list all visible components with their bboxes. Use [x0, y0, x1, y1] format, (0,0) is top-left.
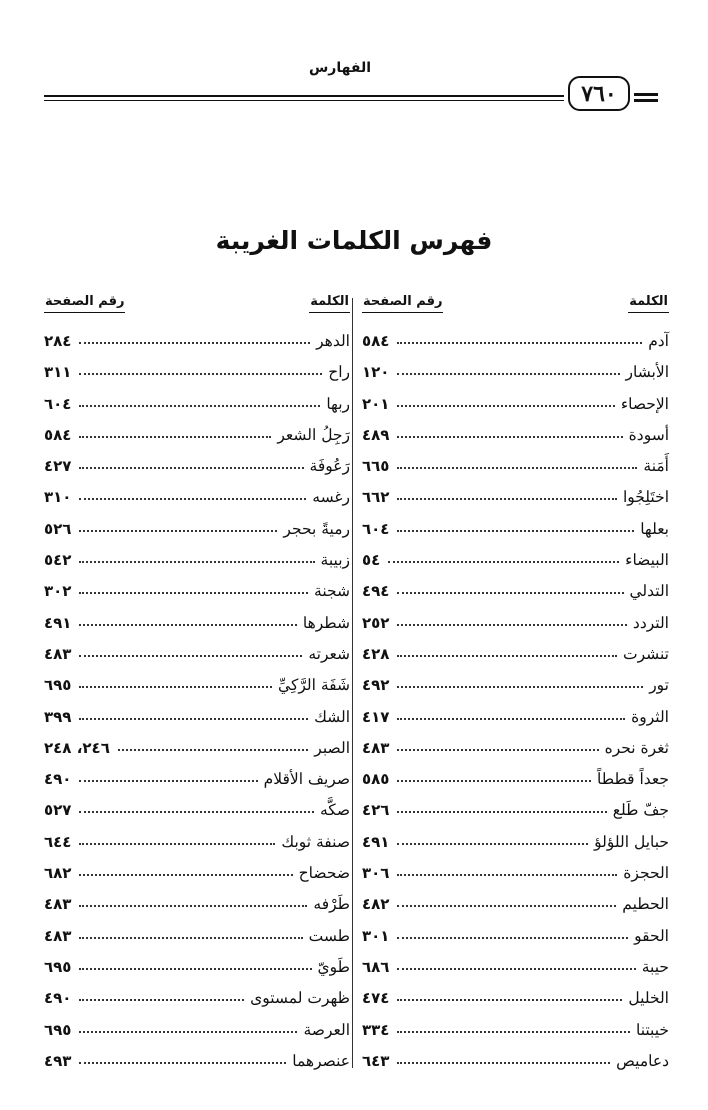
entry-word: الخليل [628, 989, 669, 1008]
entry-word: شَفَة الرَّكِيِّ [278, 676, 350, 695]
entry-page-number: ٢٨٤ [44, 332, 72, 350]
entry-page-number: ٦٩٥ [44, 1020, 72, 1039]
entry-page-number: ٦٠٤ [44, 394, 72, 413]
index-column-right [362, 292, 669, 1075]
dot-leader [397, 823, 588, 845]
dot-leader [397, 698, 625, 720]
entry-word: التردد [632, 613, 669, 632]
dot-leader [79, 979, 244, 1001]
dot-leader [397, 791, 606, 813]
entry-word: طَويّ [317, 957, 350, 976]
dot-leader [397, 353, 619, 375]
index-entry [362, 668, 669, 699]
entry-page-number: ٤٨٢ [362, 895, 390, 914]
entry-word: التدلي [629, 582, 669, 601]
index-entry [44, 825, 350, 856]
entry-page-number: ٤٢٨ [362, 644, 390, 663]
entry-word: العرصة [303, 1020, 350, 1039]
page-column-header: رقم الصفحة [44, 292, 125, 313]
entry-page-number: ٥٤ [362, 551, 381, 570]
index-entry [44, 731, 350, 762]
dot-leader [79, 698, 308, 720]
dot-leader [79, 948, 311, 970]
index-entry [362, 387, 669, 418]
dot-leader [79, 635, 302, 657]
dot-leader [79, 572, 308, 594]
entry-page-number: ١٢٠ [362, 363, 390, 382]
index-entry [362, 543, 669, 574]
index-entry [44, 637, 350, 668]
index-entry [44, 668, 350, 699]
entry-page-number: ٦٨٦ [362, 957, 390, 976]
entry-page-number: ٣٣٤ [362, 1020, 390, 1039]
index-entry [362, 950, 669, 981]
dot-leader [79, 1042, 286, 1064]
entry-page-number: ٥٨٥ [362, 770, 390, 789]
index-entry [362, 574, 669, 605]
dot-leader [79, 604, 296, 626]
dot-leader [79, 322, 310, 344]
dot-leader [79, 353, 322, 375]
entry-word: الحجزة [623, 864, 669, 883]
entry-page-number: ٢٠١ [362, 394, 390, 413]
entry-word: الأبشار [625, 363, 669, 382]
index-entry [362, 700, 669, 731]
word-column-header: الكلمة [628, 292, 669, 313]
entry-word: اختَلِجُوا [622, 488, 669, 507]
entry-word: رميةً بحجر [283, 519, 350, 538]
entry-page-number: ٦٠٤ [362, 519, 390, 538]
entry-word: جفّ طَلع [612, 801, 669, 820]
entry-word: شجنة [314, 582, 350, 601]
entry-page-number: ٤٨٣ [362, 738, 390, 757]
index-entry [362, 1044, 669, 1075]
column-header [44, 292, 350, 324]
index-entry [44, 700, 350, 731]
index-entry [362, 512, 669, 543]
page-number: ٧٦٠ [568, 76, 630, 111]
entry-page-number: ٤٨٣ [44, 644, 72, 663]
entry-page-number: ٣١٠ [44, 488, 72, 507]
index-entry [362, 981, 669, 1012]
index-entry [362, 1013, 669, 1044]
entry-page-number: ٤٨٣ [44, 895, 72, 914]
entry-word: ضحضاح [298, 864, 350, 883]
dot-leader [79, 791, 314, 813]
index-entry [362, 355, 669, 386]
entry-page-number: ٣٩٩ [44, 707, 72, 726]
dot-leader [397, 979, 622, 1001]
entry-word: الصبر [314, 738, 350, 757]
entry-page-number: ٥٨٤ [44, 425, 72, 444]
entry-word: تور [649, 676, 669, 695]
dot-leader [397, 854, 617, 876]
entry-page-number: ٦٦٥ [362, 457, 390, 476]
entry-word: رغسه [312, 488, 350, 507]
dot-leader [397, 510, 634, 532]
dot-leader [79, 1011, 297, 1033]
dot-leader [79, 885, 307, 907]
entry-word: شعرته [308, 644, 350, 663]
dot-leader [397, 478, 617, 500]
page-header [0, 0, 708, 110]
entry-page-number: ٥٨٤ [362, 332, 390, 350]
entry-page-number: ٢٤٦، ٢٤٨ [44, 738, 110, 757]
entry-page-number: ٥٢٧ [44, 801, 72, 820]
dot-leader [79, 666, 272, 688]
dot-leader [79, 510, 277, 532]
running-title: الفهارس [308, 60, 371, 76]
entry-page-number: ٦٤٣ [362, 1051, 390, 1070]
column-divider [352, 298, 353, 1068]
entry-word: الثروة [631, 707, 669, 726]
entry-word: رَعُوفَة [309, 457, 350, 476]
entry-word: صكَّه [319, 801, 350, 820]
dot-leader [79, 854, 292, 876]
index-entry [44, 1044, 350, 1075]
index-entry [44, 387, 350, 418]
dot-leader [79, 541, 314, 563]
entry-word: الحقو [634, 926, 669, 945]
entry-page-number: ٦٤٤ [44, 832, 72, 851]
dot-leader [397, 1011, 630, 1033]
entry-word: الشك [314, 707, 350, 726]
word-column-header: الكلمة [309, 292, 350, 313]
index-entry [362, 731, 669, 762]
index-entry [362, 418, 669, 449]
dot-leader [397, 572, 623, 594]
entry-page-number: ٤٨٣ [44, 926, 72, 945]
entry-word: ثغرة نحره [604, 738, 669, 757]
entry-word: تنشرت [623, 644, 669, 663]
entry-page-number: ٤١٧ [362, 707, 390, 726]
index-entry [362, 856, 669, 887]
entry-page-number: ٥٢٦ [44, 519, 72, 538]
entry-word: أَمَنة [643, 457, 669, 476]
entry-page-number: ٣٠٦ [362, 864, 390, 883]
index-entry [44, 950, 350, 981]
entry-word: آدم [648, 332, 669, 350]
entry-word: طَرْفه [313, 895, 350, 914]
entry-page-number: ٣١١ [44, 363, 72, 382]
entry-page-number: ٦٩٥ [44, 957, 72, 976]
header-dash-bottom [634, 99, 658, 102]
entry-page-number: ٤٢٦ [362, 801, 390, 820]
dot-leader [79, 478, 306, 500]
header-dash-top [634, 93, 658, 96]
index-entry [362, 449, 669, 480]
dot-leader [79, 760, 257, 782]
index-entry [44, 793, 350, 824]
entry-word: خيبتنا [635, 1020, 669, 1039]
entry-page-number: ٦٦٢ [362, 488, 390, 507]
dot-leader [397, 917, 628, 939]
dot-leader [397, 416, 622, 438]
index-title: فهرس الكلمات الغريبة [215, 226, 493, 255]
dot-leader [118, 729, 308, 751]
dot-leader [79, 447, 303, 469]
dot-leader [397, 385, 614, 407]
dot-leader [397, 885, 616, 907]
entry-word: رَجِلُ الشعر [277, 425, 350, 444]
entry-page-number: ٤٩٢ [362, 676, 390, 695]
entry-word: جعداً قططاً [597, 770, 669, 789]
dot-leader [397, 1042, 610, 1064]
dot-leader [397, 447, 637, 469]
dot-leader [79, 823, 275, 845]
dot-leader [397, 604, 626, 626]
dot-leader [397, 666, 643, 688]
index-entry [362, 919, 669, 950]
index-entry [44, 324, 350, 355]
entry-word: شطرها [302, 613, 350, 632]
index-entry [362, 762, 669, 793]
entry-page-number: ٤٩٤ [362, 582, 390, 601]
index-entry [44, 418, 350, 449]
entry-word: ظهرت لمستوى [250, 989, 350, 1008]
entry-word: عنصرهما [292, 1051, 350, 1070]
entry-word: صنفة ثوبك [281, 832, 350, 851]
entry-word: راح [328, 363, 350, 382]
dot-leader [79, 385, 320, 407]
dot-leader [397, 729, 598, 751]
dot-leader [79, 917, 302, 939]
dot-leader [397, 948, 635, 970]
entry-word: طست [308, 926, 350, 945]
index-entry [44, 919, 350, 950]
entry-page-number: ٤٧٤ [362, 989, 390, 1008]
header-rule-thin [44, 100, 564, 101]
entry-page-number: ٦٩٥ [44, 676, 72, 695]
index-entry [44, 887, 350, 918]
entry-page-number: ٤٢٧ [44, 457, 72, 476]
entry-word: أسودة [628, 425, 669, 444]
entry-word: حيبة [641, 957, 669, 976]
index-entry [44, 512, 350, 543]
entry-page-number: ٦٨٢ [44, 864, 72, 883]
index-entry [44, 574, 350, 605]
entry-word: دعاميص [616, 1051, 669, 1070]
index-entry [44, 1013, 350, 1044]
column-header [362, 292, 669, 324]
entry-page-number: ٢٥٢ [362, 613, 390, 632]
index-entry [362, 637, 669, 668]
entry-word: زبيبة [320, 551, 350, 570]
entry-word: بعلها [640, 519, 669, 538]
entry-page-number: ٤٩٣ [44, 1051, 72, 1070]
dot-leader [388, 541, 619, 563]
entry-page-number: ٤٩١ [44, 613, 72, 632]
index-entry [44, 355, 350, 386]
index-entry [362, 825, 669, 856]
entry-page-number: ٤٨٩ [362, 425, 390, 444]
entry-page-number: ٤٩٠ [44, 989, 72, 1008]
index-entry [44, 543, 350, 574]
index-entry [362, 793, 669, 824]
index-entry [362, 480, 669, 511]
entry-list [44, 324, 350, 1075]
dot-leader [397, 322, 642, 344]
entry-page-number: ٤٩١ [362, 832, 390, 851]
entry-page-number: ٤٩٠ [44, 770, 72, 789]
index-entry [44, 449, 350, 480]
entry-page-number: ٣٠١ [362, 926, 390, 945]
header-rule-thick [44, 95, 564, 97]
entry-page-number: ٥٤٢ [44, 551, 72, 570]
entry-word: ربها [326, 394, 350, 413]
entry-list [362, 324, 669, 1075]
entry-word: الإحصاء [620, 394, 669, 413]
entry-page-number: ٣٠٢ [44, 582, 72, 601]
index-column-left [44, 292, 350, 1075]
index-entry [362, 606, 669, 637]
dot-leader [397, 635, 617, 657]
entry-word: حبايل اللؤلؤ [594, 832, 669, 851]
entry-word: الحطيم [622, 895, 669, 914]
index-entry [44, 480, 350, 511]
index-entry [44, 981, 350, 1012]
entry-word: الدهر [316, 332, 350, 350]
entry-word: البيضاء [625, 551, 669, 570]
dot-leader [79, 416, 271, 438]
index-entry [44, 856, 350, 887]
index-entry [362, 887, 669, 918]
index-entry [362, 324, 669, 355]
entry-word: صريف الأقلام [263, 770, 350, 789]
index-entry [44, 606, 350, 637]
dot-leader [397, 760, 591, 782]
index-entry [44, 762, 350, 793]
page-column-header: رقم الصفحة [362, 292, 443, 313]
